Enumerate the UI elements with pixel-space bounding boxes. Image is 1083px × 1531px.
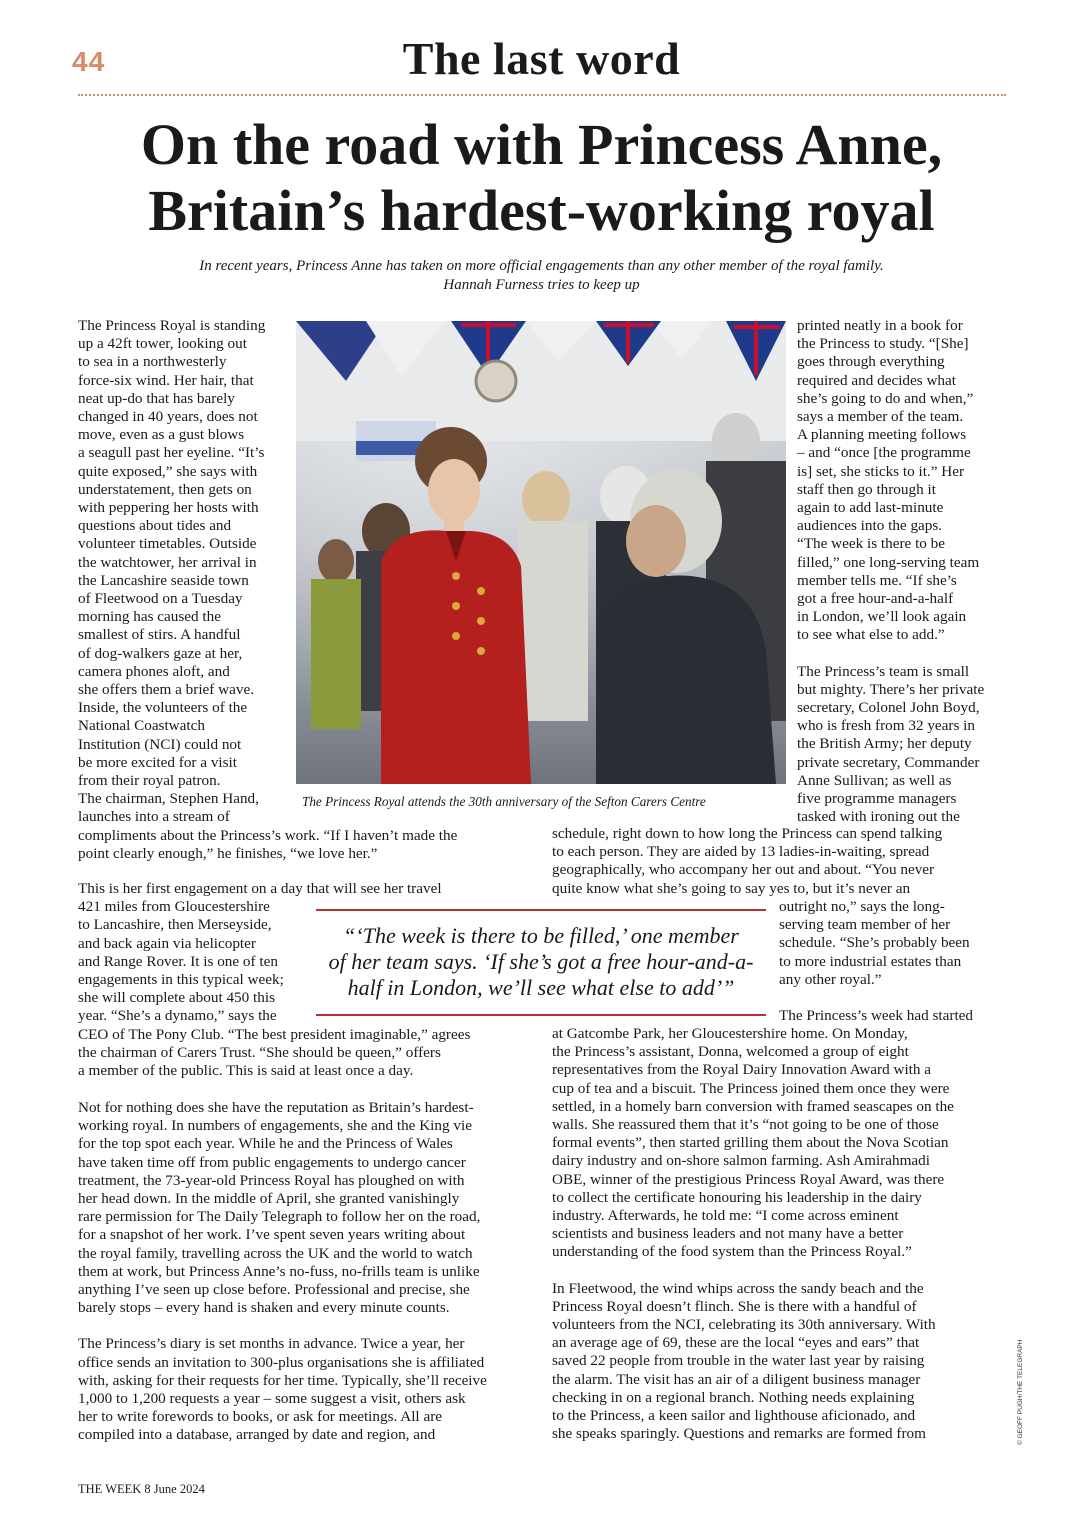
body-line: she will complete about 450 this xyxy=(78,989,275,1007)
body-line: Princess Royal doesn’t flinch. She is there with a handful of xyxy=(552,1297,917,1315)
body-line: The Princess’s diary is set months in advance. Twice a year, her xyxy=(78,1335,465,1353)
body-line: have taken time off from public engagements to undergo cancer xyxy=(78,1153,466,1171)
body-line: again to add last-minute xyxy=(797,499,944,517)
body-column-right-mid xyxy=(552,825,942,898)
body-line: got a free hour-and-a-half xyxy=(797,590,954,608)
body-line xyxy=(78,1317,487,1335)
body-line: industry. Afterwards, he told me: “I come across eminent xyxy=(552,1207,899,1225)
body-line: any other royal.” xyxy=(779,970,882,988)
body-line: geographically, who accompany her out and about. “You never xyxy=(552,861,935,879)
body-line xyxy=(779,989,973,1007)
body-line: In Fleetwood, the wind whips across the sandy beach and the xyxy=(552,1279,924,1297)
section-title: The last word xyxy=(402,33,681,84)
body-line: required and decides what xyxy=(797,371,956,389)
body-line: The Princess’s team is small xyxy=(797,662,970,680)
body-line: but mighty. There’s her private xyxy=(797,680,985,698)
body-line: National Coastwatch xyxy=(78,717,205,735)
body-line: the watchtower, her arrival in xyxy=(78,553,257,571)
headline-line-1: On the road with Princess Anne, xyxy=(140,112,943,177)
body-line: to Lancashire, then Merseyside, xyxy=(78,916,272,934)
body-line: filled,” one long-serving team xyxy=(797,553,980,571)
body-line: launches into a stream of xyxy=(78,808,230,826)
body-line: The Princess’s week had started xyxy=(779,1007,974,1025)
body-line: changed in 40 years, does not xyxy=(78,408,258,426)
photo-credit xyxy=(1013,1325,1025,1445)
body-line: with, asking for their requests for her time. Typically, she’ll receive xyxy=(78,1371,487,1389)
body-line: quite exposed,” she says with xyxy=(78,462,258,480)
body-line: working royal. In numbers of engagements, she and the King vie xyxy=(78,1117,472,1135)
body-line: for the top spot each year. While he and the Princess of Wales xyxy=(78,1135,453,1153)
body-line: printed neatly in a book for xyxy=(797,317,963,334)
body-line: 421 miles from Gloucestershire xyxy=(78,898,270,916)
body-line: force-six wind. Her hair, that xyxy=(78,371,254,389)
headline-line-2: Britain’s hardest-working royal xyxy=(148,178,935,243)
article-photo xyxy=(296,321,786,784)
body-line: audiences into the gaps. xyxy=(797,517,943,535)
body-line: point clearly enough,” he finishes, “we love her.” xyxy=(78,844,378,862)
body-line: the British Army; her deputy xyxy=(797,735,972,753)
footer-issue: THE WEEK 8 June 2024 xyxy=(78,1482,205,1496)
standfirst-line-2: Hannah Furness tries to keep up xyxy=(443,277,640,293)
body-line: and back again via helicopter xyxy=(78,934,256,952)
body-line: secretary, Colonel John Boyd, xyxy=(797,699,980,717)
header-divider xyxy=(78,94,1006,96)
body-line: – and “once [the programme xyxy=(797,444,971,462)
body-line: move, even as a gust blows xyxy=(78,426,245,444)
body-line: The Princess Royal is standing xyxy=(78,317,266,334)
body-line: to collect the certificate honouring his leadership in the dairy xyxy=(552,1188,922,1206)
body-line: This is her first engagement on a day that will see her travel xyxy=(78,880,442,897)
body-line: treatment, the 73-year-old Princess Royal has ploughed on with xyxy=(78,1171,465,1189)
event-photo-illustration xyxy=(296,321,786,784)
body-line: her head down. In the middle of April, she granted vanishingly xyxy=(78,1190,460,1208)
body-line: Institution (NCI) could not xyxy=(78,735,242,753)
body-line: smallest of stirs. A handful xyxy=(78,626,241,644)
body-line: volunteer timetables. Outside xyxy=(78,535,257,553)
body-line: camera phones aloft, and xyxy=(78,662,230,680)
body-line: to sea in a northwesterly xyxy=(78,353,227,371)
body-line: schedule. “She’s probably been xyxy=(779,934,970,952)
body-line: Anne Sullivan; as well as xyxy=(797,771,952,789)
body-line: a member of the public. This is said at least once a day. xyxy=(78,1062,414,1080)
body-line: neat up-do that has barely xyxy=(78,389,235,407)
body-line: checking in on a regional branch. Nothing needs explaining xyxy=(552,1388,915,1406)
body-column-left-bottom xyxy=(78,1099,487,1445)
body-line xyxy=(797,645,984,663)
body-line: questions about tides and xyxy=(78,517,232,535)
body-line: she speaks sparingly. Questions and remarks are formed from xyxy=(552,1425,926,1443)
pullquote xyxy=(312,923,770,1001)
body-line: tasked with ironing out the xyxy=(797,808,960,826)
body-line: quite know what she’s going to say yes to, but it’s never an xyxy=(552,879,911,897)
body-line: who is fresh from 32 years in xyxy=(797,717,975,735)
body-line: with peppering her hosts with xyxy=(78,499,259,517)
body-line: office sends an invitation to 300-plus organisations she is affiliated xyxy=(78,1353,485,1371)
body-line: to more industrial estates than xyxy=(779,952,962,970)
pullquote-rule-bottom xyxy=(316,1014,766,1016)
body-line: Not for nothing does she have the reputation as Britain’s hardest- xyxy=(78,1099,474,1116)
body-line: is] set, she sticks to it.” Her xyxy=(797,462,965,480)
standfirst xyxy=(80,257,1003,295)
body-line: goes through everything xyxy=(797,353,945,371)
body-line: to each person. They are aided by 13 ladies-in-waiting, spread xyxy=(552,843,930,861)
body-line: at Gatcombe Park, her Gloucestershire home. On Monday, xyxy=(552,1025,908,1042)
body-line: representatives from the Royal Dairy Innovation Award with a xyxy=(552,1061,932,1079)
body-line: private secretary, Commander xyxy=(797,753,980,771)
pullquote-line-1: “‘The week is there to be filled,’ one member xyxy=(343,923,739,948)
body-line: A planning meeting follows xyxy=(797,426,967,444)
body-line: anything I’ve seen up close before. Professional and precise, she xyxy=(78,1281,470,1299)
body-line: the alarm. The visit has an air of a diligent business manager xyxy=(552,1370,921,1388)
body-column-right-top xyxy=(797,317,984,826)
body-line: of Fleetwood on a Tuesday xyxy=(78,590,243,608)
body-line: serving team member of her xyxy=(779,916,951,934)
body-line: she offers them a brief wave. xyxy=(78,681,254,699)
pullquote-line-2: of her team says. ‘If she’s got a free hour-and-a- xyxy=(328,949,754,974)
body-line: CEO of The Pony Club. “The best president imaginable,” agrees xyxy=(78,1025,471,1043)
body-line: staff then go through it xyxy=(797,480,936,498)
body-line: to the Princess, a keen sailor and lighthouse aficionado, and xyxy=(552,1407,916,1425)
body-line: morning has caused the xyxy=(78,608,221,626)
body-line: engagements in this typical week; xyxy=(78,971,284,989)
photo-caption: The Princess Royal attends the 30th anniversary of the Sefton Carers Centre xyxy=(302,794,706,809)
body-line: an average age of 69, these are the local “eyes and ears” that xyxy=(552,1334,920,1352)
body-line: OBE, winner of the prestigious Princess Royal Award, was there xyxy=(552,1170,945,1188)
body-line: compliments about the Princess’s work. “If I haven’t made the xyxy=(78,826,458,844)
body-line: The chairman, Stephen Hand, xyxy=(78,790,259,808)
body-line: year. “She’s a dynamo,” says the xyxy=(78,1007,277,1025)
body-line: she’s going to do and when,” xyxy=(797,389,974,407)
body-line: scientists and business leaders and not many have a better xyxy=(552,1225,904,1243)
body-line: understanding of the food system than the Princess Royal.” xyxy=(552,1243,912,1261)
body-line: of dog-walkers gaze at her, xyxy=(78,644,243,662)
body-line: volunteers from the NCI, celebrating its 30th anniversary. With xyxy=(552,1316,936,1334)
page-number: 44 xyxy=(72,46,106,77)
pullquote-line-3: half in London, we’ll see what else to add’” xyxy=(347,975,735,1000)
body-line: member tells me. “If she’s xyxy=(797,571,957,589)
body-column-right-narrow xyxy=(779,898,973,1025)
body-line: settled, in a homely barn conversion with framed seascapes on the xyxy=(552,1097,954,1115)
body-column-right-bottom xyxy=(552,1025,954,1443)
pullquote-rule-top xyxy=(316,909,766,911)
body-line: to see what else to add.” xyxy=(797,626,945,644)
body-line: the Princess to study. “[She] xyxy=(797,335,969,353)
body-line: them at work, but Princess Anne’s no-fuss, no-frills team is unlike xyxy=(78,1262,480,1280)
body-line: five programme managers xyxy=(797,790,957,808)
body-line: barely stops – every hand is shaken and every minute counts. xyxy=(78,1299,450,1317)
body-line: be more excited for a visit xyxy=(78,753,237,771)
wall-clock xyxy=(476,361,516,401)
body-line: cup of tea and a biscuit. The Princess joined them once they were xyxy=(552,1079,950,1097)
body-line: in London, we’ll look again xyxy=(797,608,967,626)
body-line: rare permission for The Daily Telegraph to follow her on the road, xyxy=(78,1208,481,1226)
body-line: walls. She reassured them that it’s “not going to be one of those xyxy=(552,1116,939,1134)
body-line: the chairman of Carers Trust. “She should be queen,” offers xyxy=(78,1043,441,1061)
body-line: schedule, right down to how long the Princess can spend talking xyxy=(552,825,943,842)
headline xyxy=(40,112,1043,244)
body-line: the royal family, travelling across the UK and the world to watch xyxy=(78,1244,473,1262)
body-line: saved 22 people from trouble in the water last year by raising xyxy=(552,1352,925,1370)
body-line: outright no,” says the long- xyxy=(779,898,945,915)
body-line: the Lancashire seaside town xyxy=(78,571,249,589)
body-line xyxy=(552,1262,954,1280)
body-line: 1,000 to 1,200 requests a year – some suggest a visit, others ask xyxy=(78,1390,466,1408)
body-line: compiled into a database, arranged by date and region, and xyxy=(78,1426,436,1444)
body-line: for a snapshot of her work. I’ve spent seven years writing about xyxy=(78,1226,466,1244)
body-line: and Range Rover. It is one of ten xyxy=(78,952,278,970)
body-line: understatement, then gets on xyxy=(78,480,252,498)
body-line: her to write forewords to books, or ask for meetings. All are xyxy=(78,1408,442,1426)
body-line: a seagull past her eyeline. “It’s xyxy=(78,444,265,462)
body-line: from their royal patron. xyxy=(78,772,221,790)
body-line: “The week is there to be xyxy=(797,535,946,553)
body-line: up a 42ft tower, looking out xyxy=(78,335,247,353)
body-line: Inside, the volunteers of the xyxy=(78,699,248,717)
body-line: formal events”, then started grilling them about the Nova Scotian xyxy=(552,1134,949,1152)
standfirst-line-1: In recent years, Princess Anne has taken on more official engagements than any other member of the royal family. xyxy=(199,258,884,274)
body-line: says a member of the team. xyxy=(797,408,964,426)
photo-credit-text: © GEOFF PUGH/THE TELEGRAPH xyxy=(1017,1339,1024,1445)
body-line: the Princess’s assistant, Donna, welcomed a group of eight xyxy=(552,1043,909,1061)
body-line: dairy industry and on-shore salmon farming. Ash Amirahmadi xyxy=(552,1152,930,1170)
